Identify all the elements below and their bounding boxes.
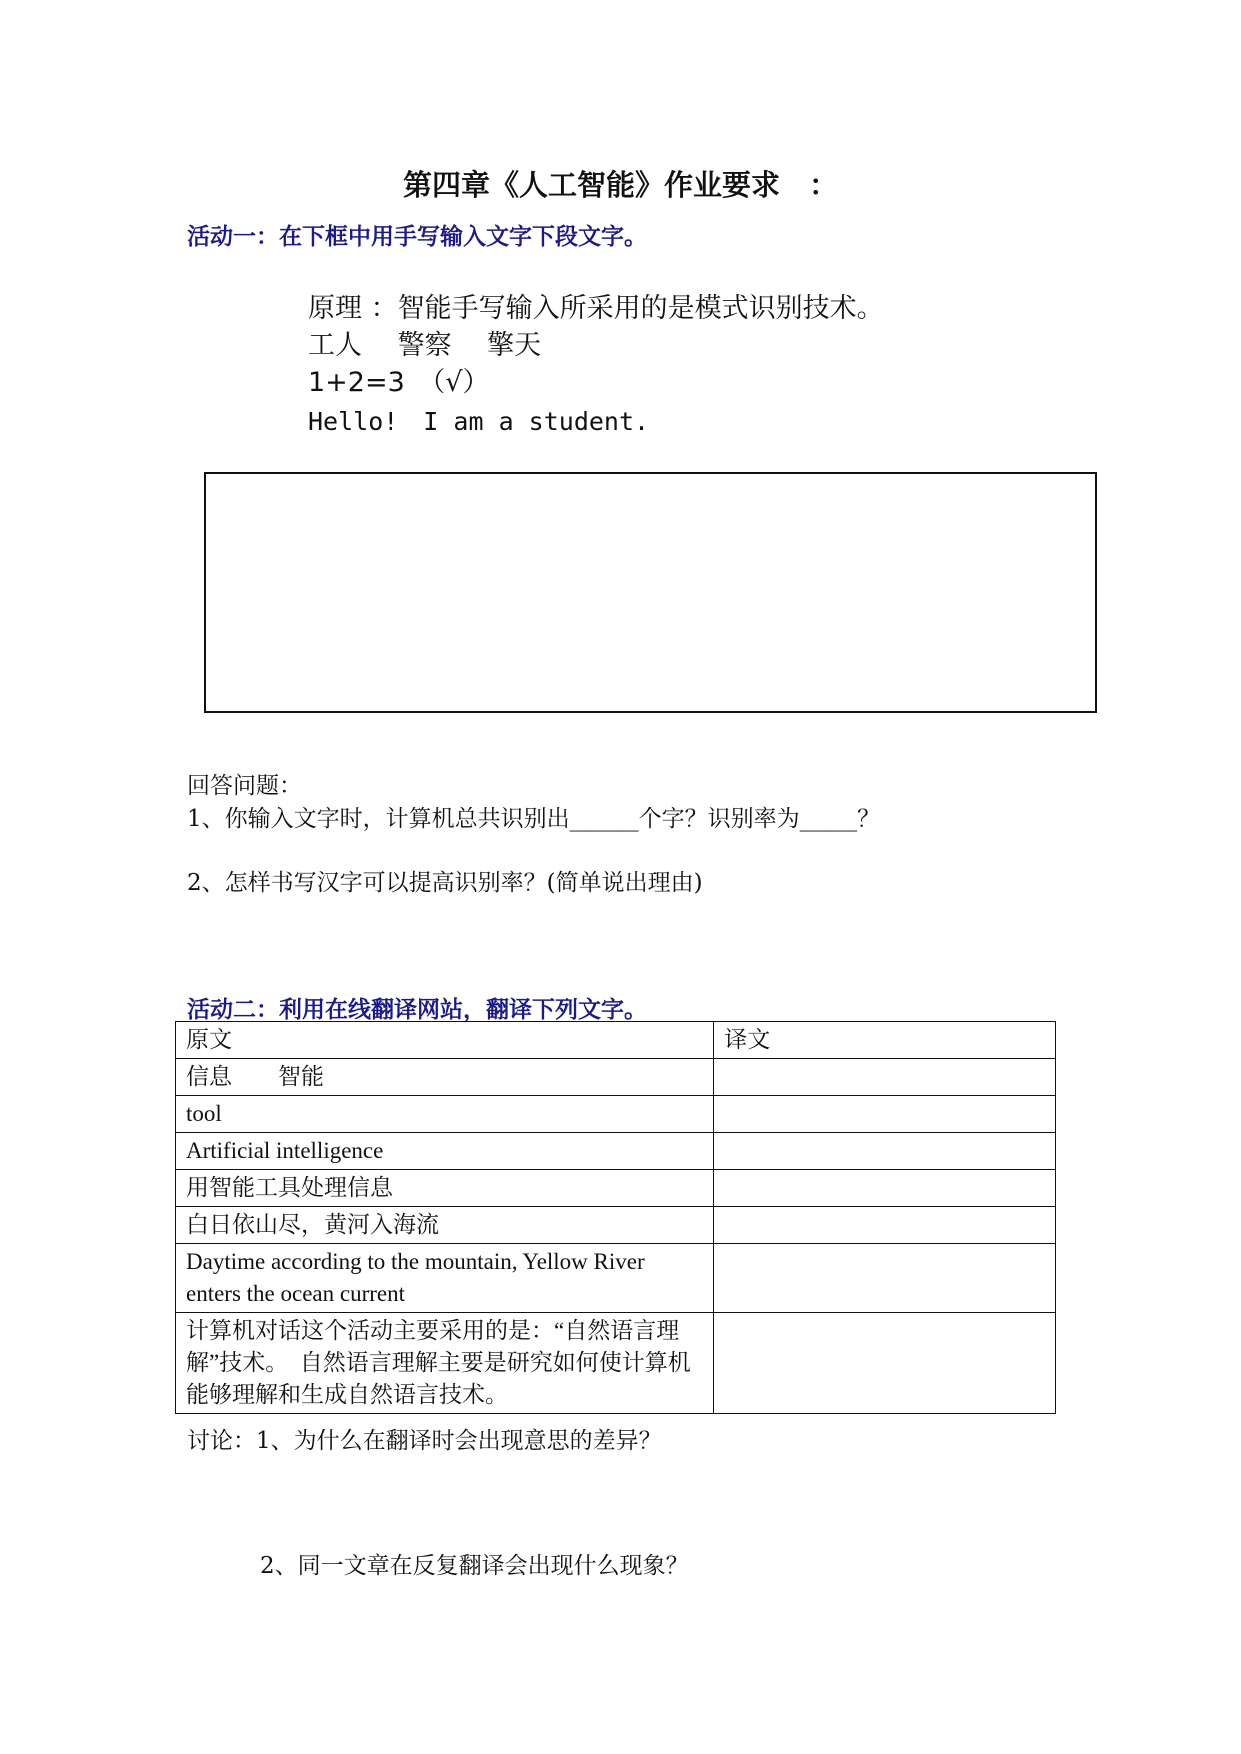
sample-line-3: 1+2=3 （√） [308, 367, 490, 398]
table-row [176, 1313, 1056, 1414]
discussion-2: 2、同一文章在反复翻译会出现什么现象？ [260, 1553, 689, 1579]
original-cell: 信息 智能 [176, 1059, 714, 1096]
questions-label: 回答问题： [187, 773, 302, 799]
table-row [176, 1096, 1056, 1133]
original-cell: 用智能工具处理信息 [176, 1170, 714, 1207]
original-cell: Daytime according to the mountain, Yellow River enters the ocean current [176, 1244, 714, 1313]
question-2: 2、怎样书写汉字可以提高识别率？(简单说出理由) [187, 870, 703, 896]
translation-cell[interactable] [714, 1096, 1056, 1133]
translation-cell[interactable] [714, 1207, 1056, 1244]
sample-line-4: Hello! I am a student. [308, 407, 650, 436]
translation-cell[interactable] [714, 1059, 1056, 1096]
translation-cell[interactable] [714, 1170, 1056, 1207]
sample-line-1: 原理 ：智能手写输入所采用的是模式识别技术。 [308, 293, 884, 324]
sample-line-2: 工人 警察 擎天 [308, 330, 542, 361]
question-1: 1、你输入文字时，计算机总共识别出______个字？识别率为_____？ [187, 806, 881, 832]
translation-cell[interactable] [714, 1133, 1056, 1170]
original-cell: Artificial intelligence [176, 1133, 714, 1170]
handwriting-input-box[interactable] [204, 472, 1097, 713]
activity-1-heading: 活动一：在下框中用手写输入文字下段文字。 [187, 223, 647, 250]
discussion-1: 讨论：1、为什么在翻译时会出现意思的差异？ [187, 1428, 662, 1454]
table-row [176, 1059, 1056, 1096]
table-row [176, 1133, 1056, 1170]
table-header-row [176, 1022, 1056, 1059]
table-row [176, 1207, 1056, 1244]
header-translation: 译文 [714, 1022, 1056, 1059]
original-cell: 计算机对话这个活动主要采用的是：“自然语言理解”技术。 自然语言理解主要是研究如何使计算机能够理解和生成自然语言技术。 [176, 1313, 714, 1414]
header-original: 原文 [176, 1022, 714, 1059]
page-title: 第四章《人工智能》作业要求 ： [402, 168, 838, 202]
translation-cell[interactable] [714, 1244, 1056, 1313]
table-row [176, 1170, 1056, 1207]
translation-table [175, 1021, 1056, 1414]
activity-2-heading: 活动二：利用在线翻译网站，翻译下列文字。 [187, 996, 647, 1023]
table-row [176, 1244, 1056, 1313]
original-cell: 白日依山尽，黄河入海流 [176, 1207, 714, 1244]
translation-cell[interactable] [714, 1313, 1056, 1414]
original-cell: tool [176, 1096, 714, 1133]
